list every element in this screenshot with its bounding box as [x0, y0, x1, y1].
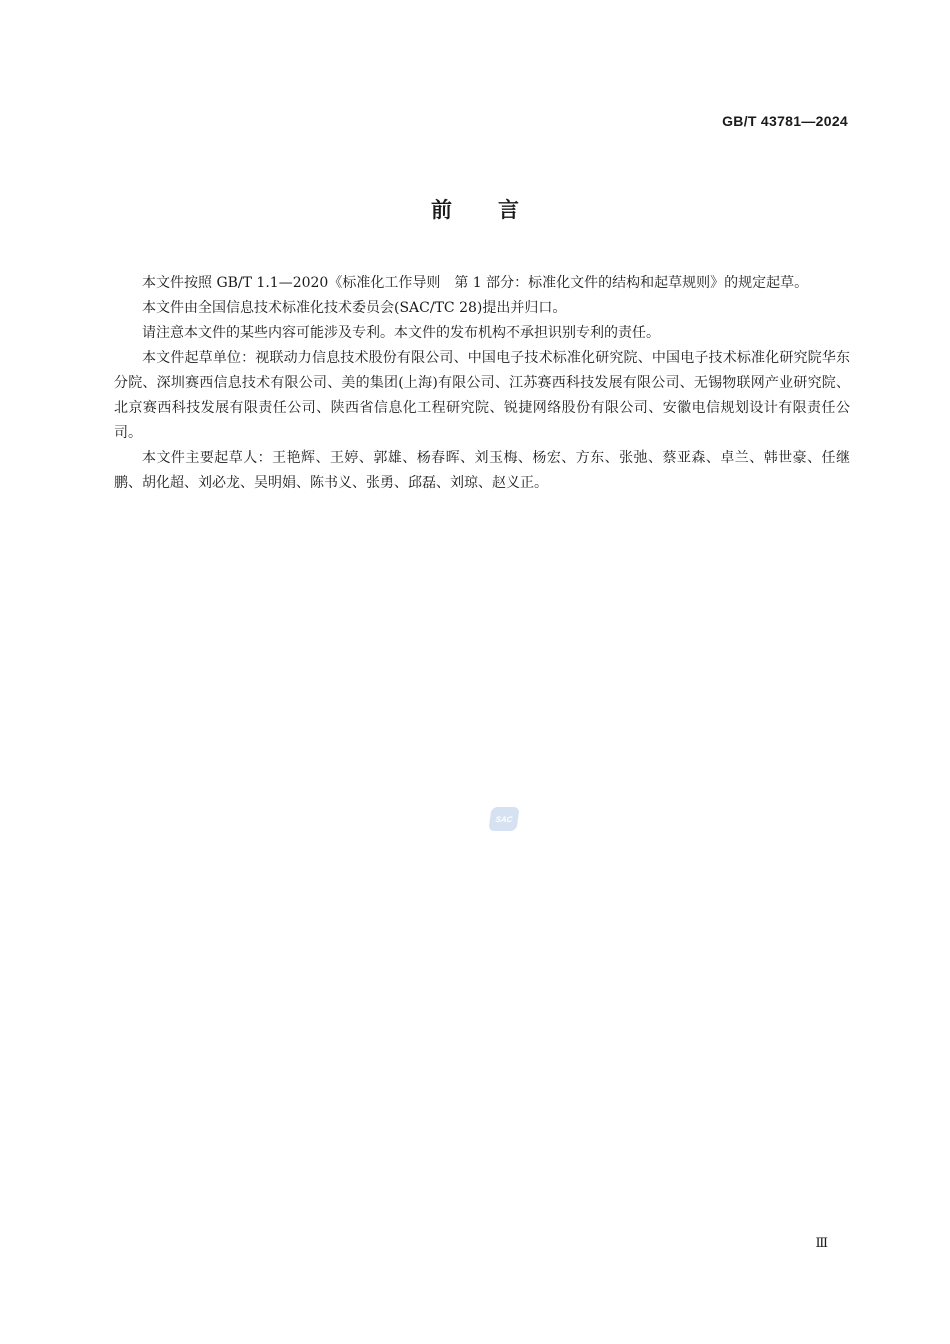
paragraph-drafting-units: 本文件起草单位：视联动力信息技术股份有限公司、中国电子技术标准化研究院、中国电子技术标准化研究院华东分院、深圳赛西信息技术有限公司、美的集团(上海)有限公司、江苏赛西科技发展有限公司、无锡物联网产业研究院、北京赛西科技发展有限责任公司、陕西省信息化工程研究院、锐捷网络股份有限公司、安徽电信规划设计有限责任公司。	[114, 350, 850, 441]
page-title: 前言	[431, 198, 565, 222]
sac-watermark-logo	[488, 807, 519, 831]
standard-number: GB/T 43781—2024	[722, 113, 848, 129]
watermark-text: SAC	[494, 814, 514, 824]
foreword-body	[114, 271, 850, 496]
paragraph-committee: 本文件由全国信息技术标准化技术委员会(SAC/TC 28)提出并归口。	[142, 300, 567, 316]
paragraph-drafters: 本文件主要起草人：王艳辉、王婷、郭雄、杨春晖、刘玉梅、杨宏、方东、张弛、蔡亚森、卓兰、韩世豪、任继鹏、胡化超、刘必龙、吴明娟、陈书义、张勇、邱磊、刘琼、赵义正。	[114, 450, 850, 491]
paragraph-patent-notice: 请注意本文件的某些内容可能涉及专利。本文件的发布机构不承担识别专利的责任。	[142, 325, 660, 341]
paragraph-drafting-rules: 本文件按照 GB/T 1.1—2020《标准化工作导则 第 1 部分：标准化文件的结构和起草规则》的规定起草。	[142, 275, 809, 291]
page-number: Ⅲ	[815, 1236, 828, 1251]
